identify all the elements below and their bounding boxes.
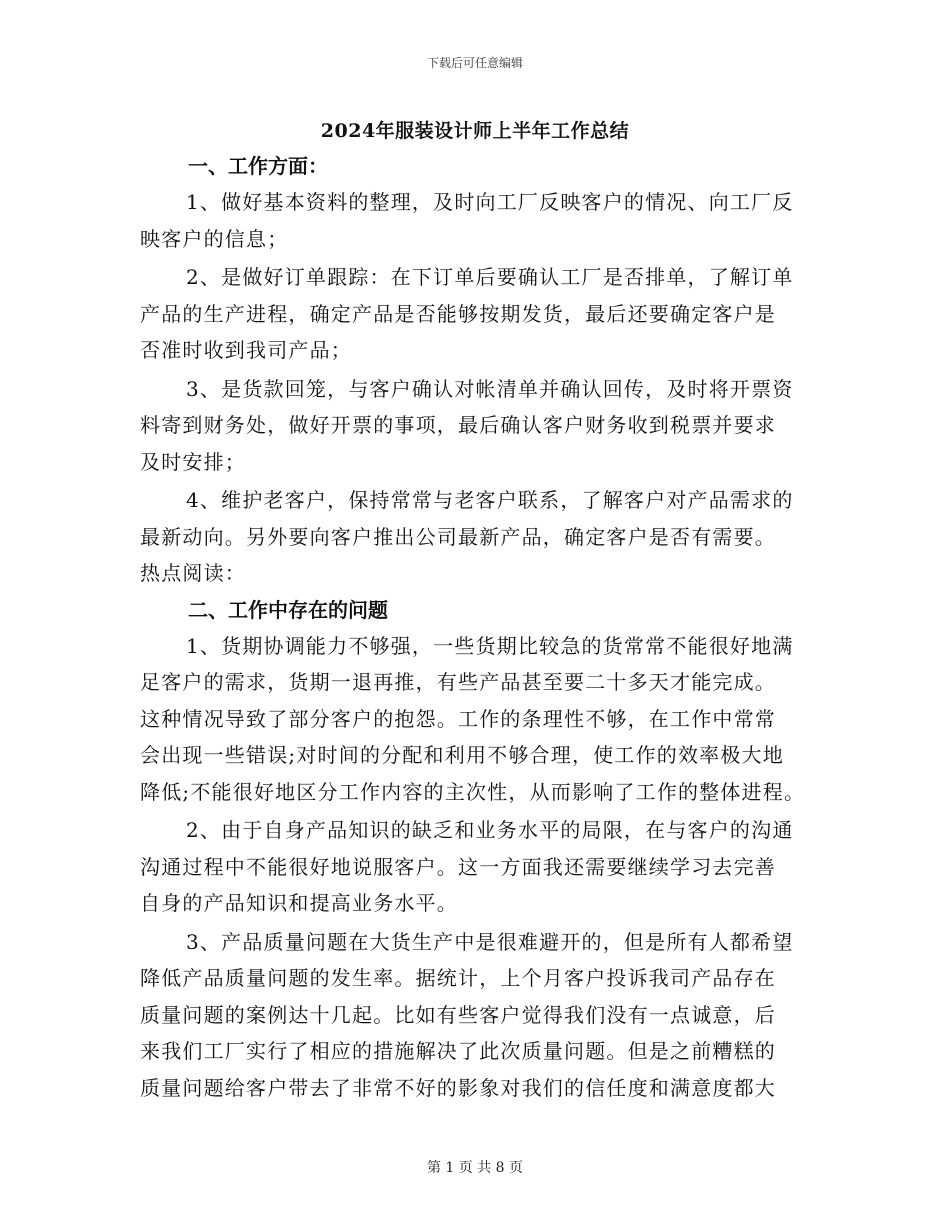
text-line: 映客户的信息；: [140, 226, 289, 251]
section-heading-work: 一、工作方面：: [188, 154, 328, 178]
text-line: 3、产品质量问题在大货生产中是很难避开的，但是所有人都希望: [186, 929, 794, 954]
text-line: 料寄到财务处，做好开票的事项，最后确认客户财务收到税票并要求: [140, 413, 776, 437]
document-title: 2024年服装设计师上半年工作总结: [320, 120, 630, 142]
text-line: 及时安排；: [140, 449, 246, 474]
text-line: 自身的产品知识和提高业务水平。: [140, 891, 458, 915]
text-line: 降低;不能很好地区分工作内容的主次性，从而影响了工作的整体进程。: [140, 779, 806, 804]
text-line: 2、是做好订单跟踪：在下订单后要确认工厂是否排单，了解订单: [186, 265, 794, 289]
text-line: 来我们工厂实行了相应的措施解决了此次质量问题。但是之前糟糕的: [140, 1039, 776, 1063]
document-body: [140, 148, 825, 1106]
paragraph: [140, 482, 825, 592]
text-line: 1、货期协调能力不够强，一些货期比较急的货常常不能很好地满: [186, 633, 794, 658]
text-line: 3、是货款回笼，与客户确认对帐清单并确认回传，及时将开票资: [186, 376, 794, 401]
text-line: 会出现一些错误;对时间的分配和利用不够合理，使工作的效率极大地: [140, 743, 784, 767]
text-line: 热点阅读：: [140, 561, 246, 585]
text-line: 最新动向。另外要向客户推出公司最新产品，确定客户是否有需要。: [140, 524, 776, 549]
paragraph: [140, 812, 825, 922]
text-line: 质量问题给客户带去了非常不好的影象对我们的信任度和满意度都大: [140, 1075, 776, 1100]
paragraph: [140, 184, 825, 257]
text-line: 降低产品质量问题的发生率。据统计，上个月客户投诉我司产品存在: [140, 966, 776, 990]
paragraph: [140, 259, 825, 369]
paragraph: [140, 371, 825, 481]
paragraph: [140, 924, 825, 1107]
text-line: 足客户的需求，货期一退再推，有些产品甚至要二十多天才能完成。: [140, 670, 776, 694]
text-line: 沟通过程中不能很好地说服客户。这一方面我还需要继续学习去完善: [140, 854, 776, 879]
text-line: 2、由于自身产品知识的缺乏和业务水平的局限，在与客户的沟通: [186, 818, 794, 842]
page-footer: 第 1 页 共 8 页: [426, 1160, 524, 1176]
section-heading-problems: 二、工作中存在的问题: [188, 597, 388, 622]
text-line: 质量问题的案例达十几起。比如有些客户觉得我们没有一点诚意，后: [140, 1002, 776, 1027]
text-line: 这种情况导致了部分客户的抱怨。工作的条理性不够，在工作中常常: [140, 706, 776, 731]
text-line: 产品的生产进程，确定产品是否能够按期发货，最后还要确定客户是: [140, 301, 776, 326]
text-line: 1、做好基本资料的整理，及时向工厂反映客户的情况、向工厂反: [186, 190, 794, 214]
text-line: 否准时收到我司产品；: [140, 338, 352, 362]
paragraph: [140, 628, 825, 811]
text-line: 4、维护老客户，保持常常与老客户联系，了解客户对产品需求的: [186, 488, 794, 512]
header-note: 下载后可任意编辑: [426, 56, 523, 70]
